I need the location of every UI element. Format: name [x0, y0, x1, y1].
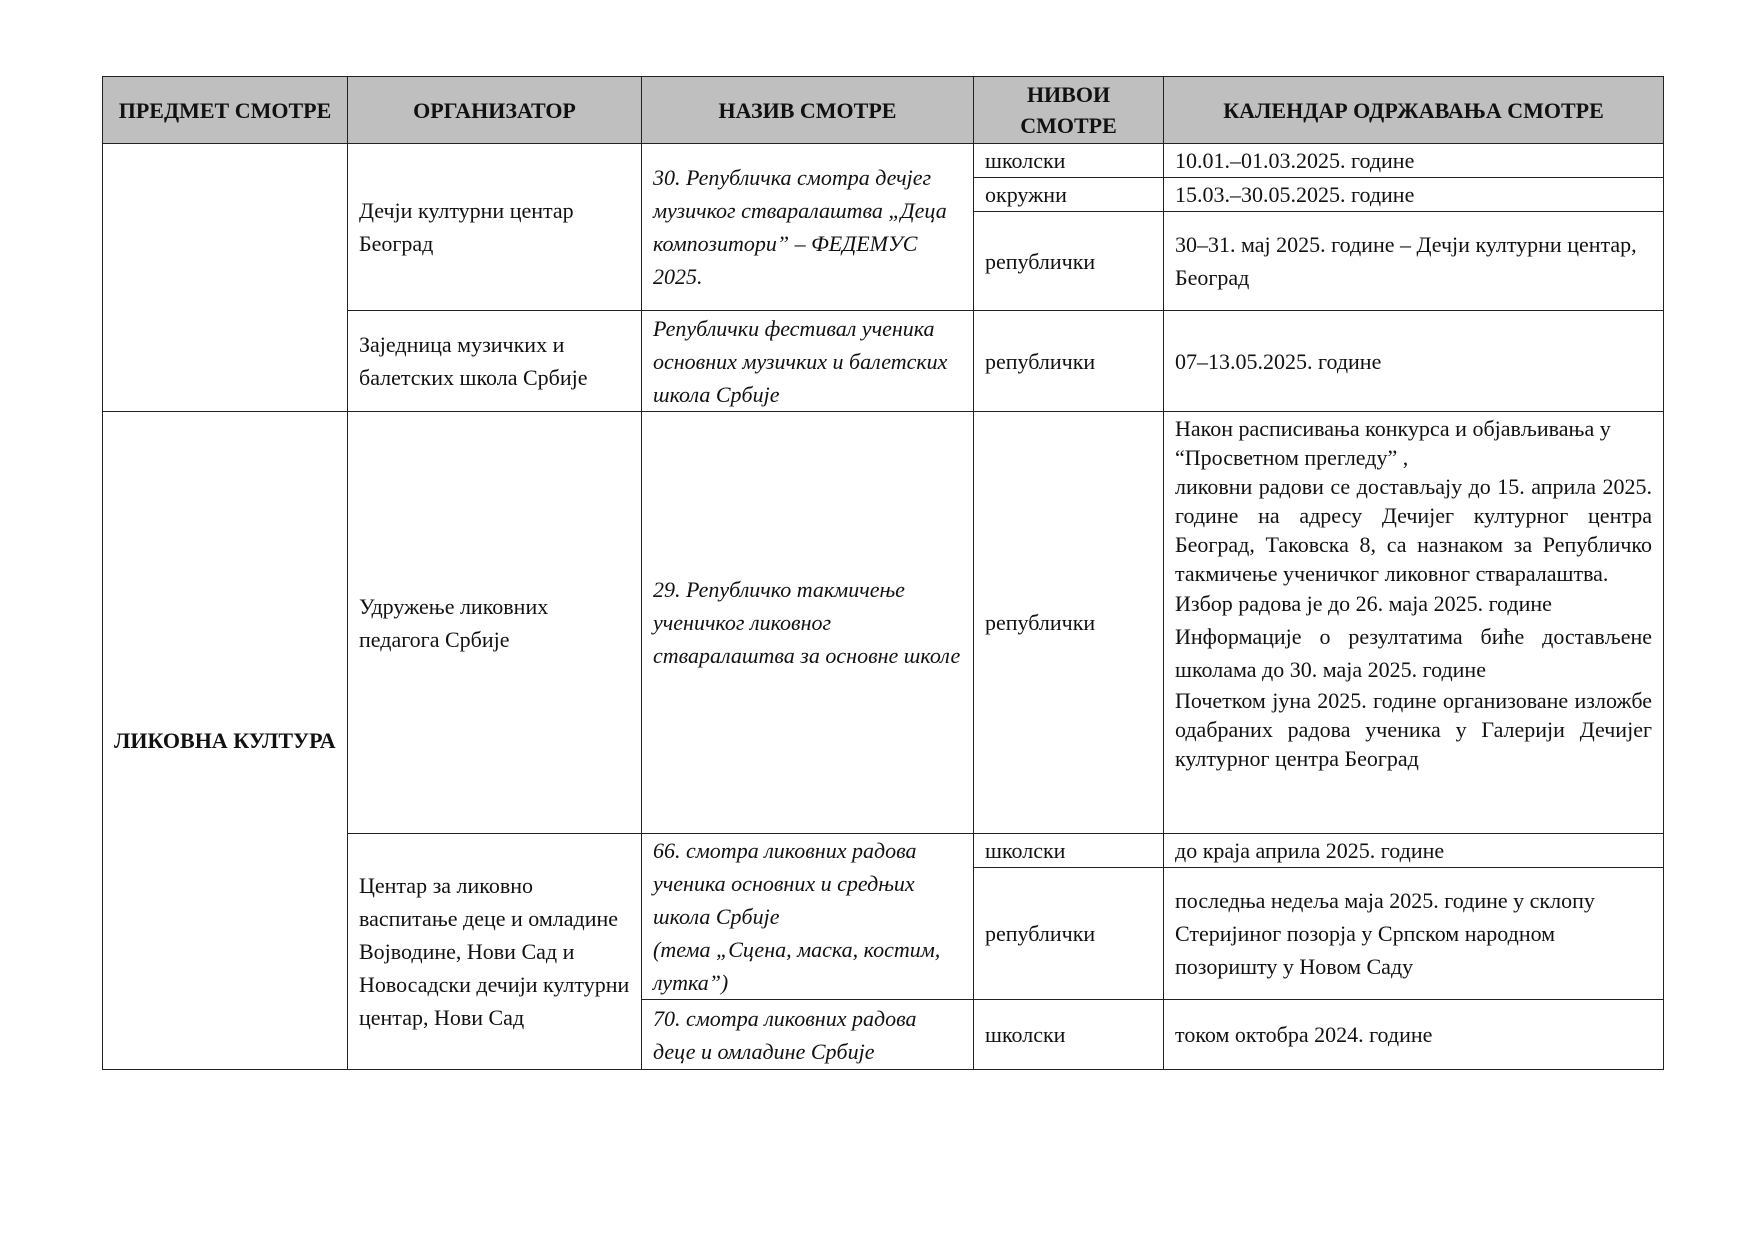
competition-subtitle: (тема „Сцена, маска, костим, лутка”) — [653, 937, 941, 995]
calendar-cell: 15.03.–30.05.2025. године — [1164, 178, 1664, 212]
header-organizer: ОРГАНИЗАТОР — [348, 77, 642, 144]
competition-title-text: 66. смотра ликовних радова ученика основних и средњих школа Србије — [653, 838, 917, 929]
calendar-cell: 10.01.–01.03.2025. године — [1164, 144, 1664, 178]
calendar-line: Избор радова је до 26. маја 2025. године — [1175, 591, 1552, 616]
level-cell: републички — [974, 212, 1164, 311]
subject-cell: ЛИКОВНА КУЛТУРА — [103, 412, 348, 1070]
level-cell: школски — [974, 834, 1164, 868]
calendar-line: Након расписивања конкурса и објављивања у “Просветном прегледу” , — [1175, 416, 1611, 470]
competition-title: 30. Републичка смотра дечјег музичког стваралаштва „Деца композитори” – ФЕДЕМУС 2025. — [642, 144, 974, 311]
organizer-cell: Удружење ликовних педагога Србије — [348, 412, 642, 834]
calendar-cell: последња недеља маја 2025. године у склопу Стеријиног позорја у Српском народном позоришту у Новом Саду — [1164, 868, 1664, 1000]
header-row — [103, 77, 1664, 144]
calendar-cell — [1164, 412, 1664, 834]
calendar-cell: током октобра 2024. године — [1164, 1000, 1664, 1070]
level-cell: окружни — [974, 178, 1164, 212]
organizer-cell: Центар за ликовно васпитање деце и омладине Војводине, Нови Сад и Новосадски дечији културни центар, Нови Сад — [348, 834, 642, 1070]
header-subject: ПРЕДМЕТ СМОТРЕ — [103, 77, 348, 144]
subject-cell — [103, 144, 348, 412]
organizer-cell: Дечји културни центар Београд — [348, 144, 642, 311]
competition-title: Републички фестивал ученика основних музичких и балетских школа Србије — [642, 311, 974, 412]
calendar-cell: 07–13.05.2025. године — [1164, 311, 1664, 412]
competition-title: 29. Републичко такмичење ученичког ликовног стваралаштва за основне школе — [642, 412, 974, 834]
level-cell: републички — [974, 311, 1164, 412]
calendar-line: Информације о резултатима биће достављене школама до 30. маја 2025. године — [1175, 624, 1652, 682]
level-cell: републички — [974, 412, 1164, 834]
calendar-cell: до краја априла 2025. године — [1164, 834, 1664, 868]
calendar-line: Почетком јуна 2025. године организоване изложбе одабраних радова ученика у Галерији Дечијег културног центра Београд — [1175, 688, 1652, 771]
level-cell: школски — [974, 144, 1164, 178]
organizer-cell: Заједница музичких и балетских школа Србије — [348, 311, 642, 412]
header-level: НИВОИ СМОТРЕ — [974, 77, 1164, 144]
level-cell: републички — [974, 868, 1164, 1000]
table-row — [103, 144, 1664, 178]
calendar-cell: 30–31. мај 2025. године – Дечји културни центар, Београд — [1164, 212, 1664, 311]
level-cell: школски — [974, 1000, 1164, 1070]
header-competition-name: НАЗИВ СМОТРЕ — [642, 77, 974, 144]
table-row — [103, 412, 1664, 834]
header-calendar: КАЛЕНДАР ОДРЖАВАЊА СМОТРЕ — [1164, 77, 1664, 144]
competition-title — [642, 834, 974, 1000]
calendar-line: ликовни радови се достављају до 15. априла 2025. године на адресу Дечијег културног центра Београд, Таковска 8, са назнаком за Републичко такмичење ученичког ликовног стваралаштва. — [1175, 474, 1652, 586]
competitions-table — [102, 76, 1664, 1070]
competition-title: 70. смотра ликовних радова деце и омладине Србије — [642, 1000, 974, 1070]
